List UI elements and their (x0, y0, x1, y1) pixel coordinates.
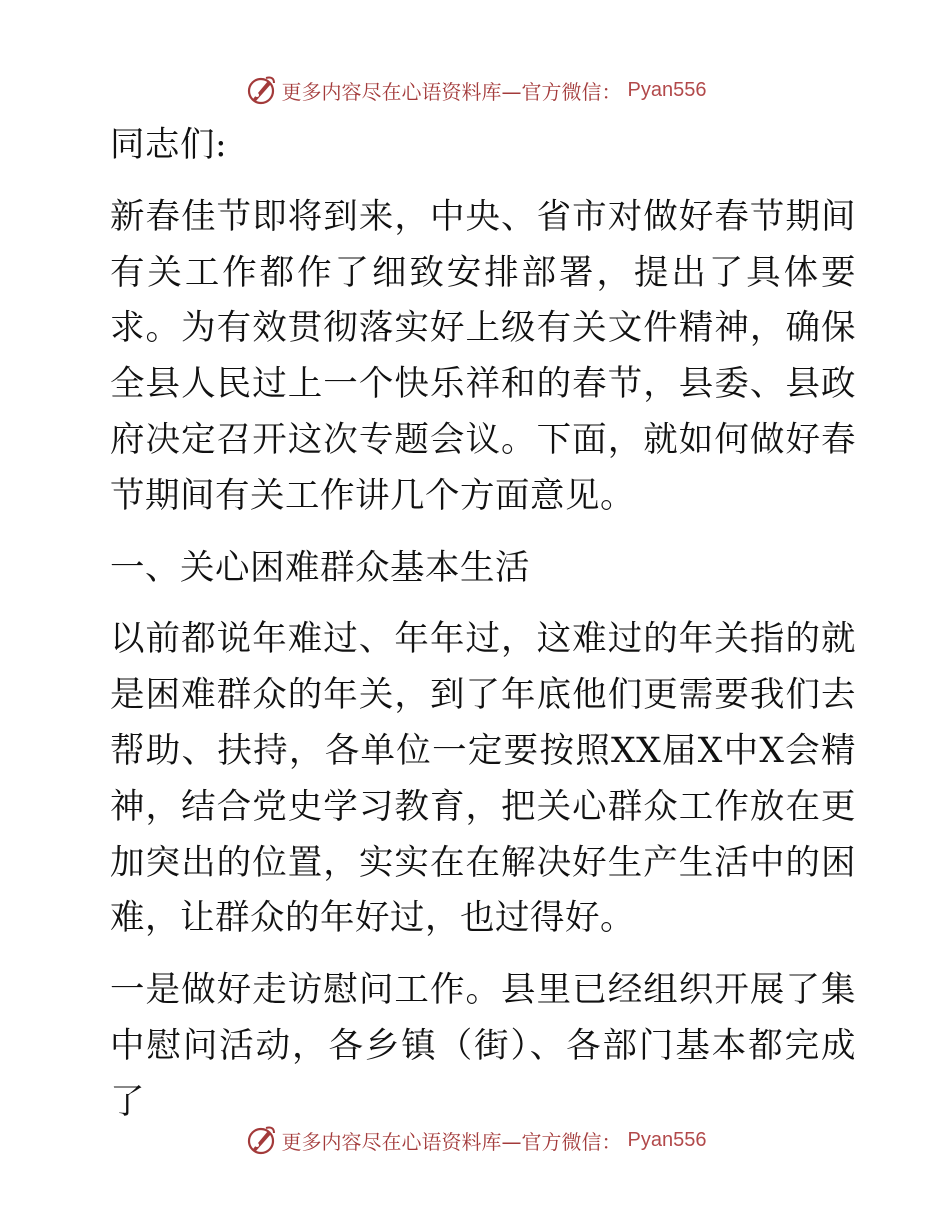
quill-pen-icon (244, 73, 278, 107)
watermark-text: 更多内容尽在心语资料库—官方微信： (281, 1129, 622, 1154)
watermark-wechat-id: Pyan556 (627, 78, 707, 101)
section-heading: 一、关心困难群众基本生活 (110, 547, 530, 588)
watermark-text: 更多内容尽在心语资料库—官方微信： (281, 79, 622, 104)
section-paragraph: 以前都说年难过、年年过，这难过的年关指的就是困难群众的年关，到了年底他们更需要我们去帮助、扶持，各单位一定要按照XX届X中X会精神，结合党史学习教育，把关心群众工作放在更加突出的位置，实实在在解决好生产生活中的困难，让群众的年好过，也过得好。 (110, 619, 856, 939)
quill-pen-icon (244, 1123, 278, 1157)
salutation: 同志们: (110, 125, 228, 165)
document-body (96, 118, 856, 1131)
header-watermark (0, 70, 950, 110)
point-paragraph: 一是做好走访慰问工作。县里已经组织开展了集中慰问活动，各乡镇（街）、各部门基本都完成了 (110, 970, 856, 1122)
intro-paragraph: 新春佳节即将到来，中央、省市对做好春节期间有关工作都作了细致安排部署，提出了具体要求。为有效贯彻落实好上级有关文件精神，确保全县人民过上一个快乐祥和的春节，县委、县政府决定召开这次专题会议。下面，就如何做好春节期间有关工作讲几个方面意见。 (110, 196, 856, 516)
watermark-wechat-id: Pyan556 (627, 1128, 707, 1151)
footer-watermark (0, 1120, 950, 1160)
